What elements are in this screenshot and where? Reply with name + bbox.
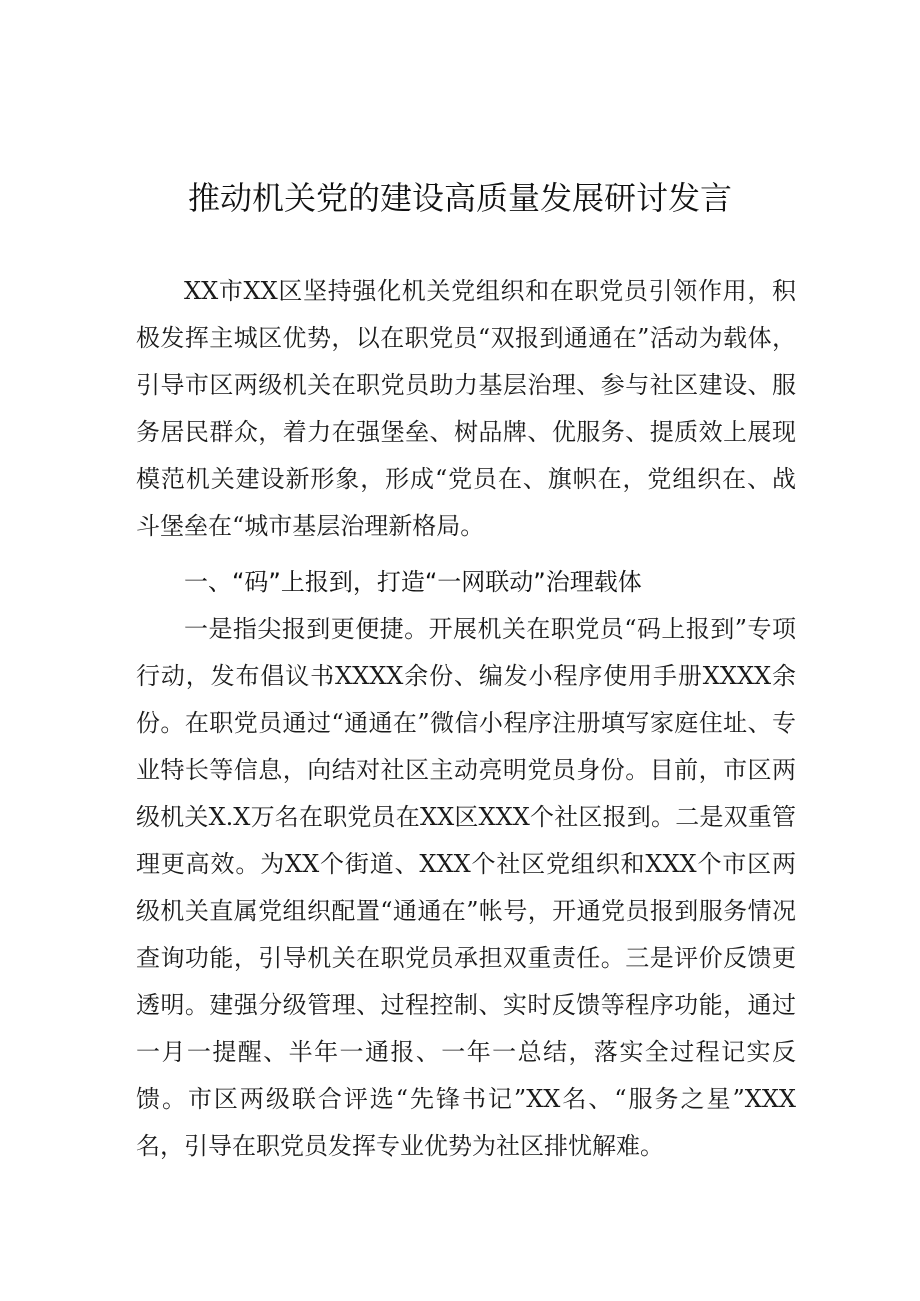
section-1 bbox=[136, 559, 796, 606]
section-1-paragraph: 一是指尖报到更便捷。开展机关在职党员“码上报到”专项行动，发布倡议书XXXX余份、编发小程序使用手册XXXX余份。在职党员通过“通通在”微信小程序注册填写家庭住址、专业特长等信息，向结对社区主动亮明党员身份。目前，市区两级机关X.X万名在职党员在XX区XXX个社区报到。二是双重管理更高效。为XX个街道、XXX个社区党组织和XXX个市区两级机关直属党组织配置“通通在”帐号，开通党员报到服务情况查询功能，引导机关在职党员承担双重责任。三是评价反馈更透明。建强分级管理、过程控制、实时反馈等程序功能，通过一月一提醒、半年一通报、一年一总结，落实全过程记实反馈。市区两级联合评选“先锋书记”XX名、“服务之星”XXX名，引导在职党员发挥专业优势为社区排忧解难。 bbox=[136, 615, 796, 1160]
section-1-body bbox=[136, 606, 796, 1170]
intro-paragraph: XX市XX区坚持强化机关党组织和在职党员引领作用，积极发挥主城区优势，以在职党员“双报到通通在”活动为载体，引导市区两级机关在职党员助力基层治理、参与社区建设、服务居民群众，着力在强堡垒、树品牌、优服务、提质效上展现模范机关建设新形象，形成“党员在、旗帜在，党组织在、战斗堡垒在“城市基层治理新格局。 bbox=[136, 277, 796, 540]
document-title: 推动机关党的建设高质量发展研讨发言 bbox=[187, 179, 732, 217]
intro-section bbox=[136, 268, 796, 550]
section-1-heading: 一、“码”上报到，打造“一网联动”治理载体 bbox=[184, 568, 642, 596]
